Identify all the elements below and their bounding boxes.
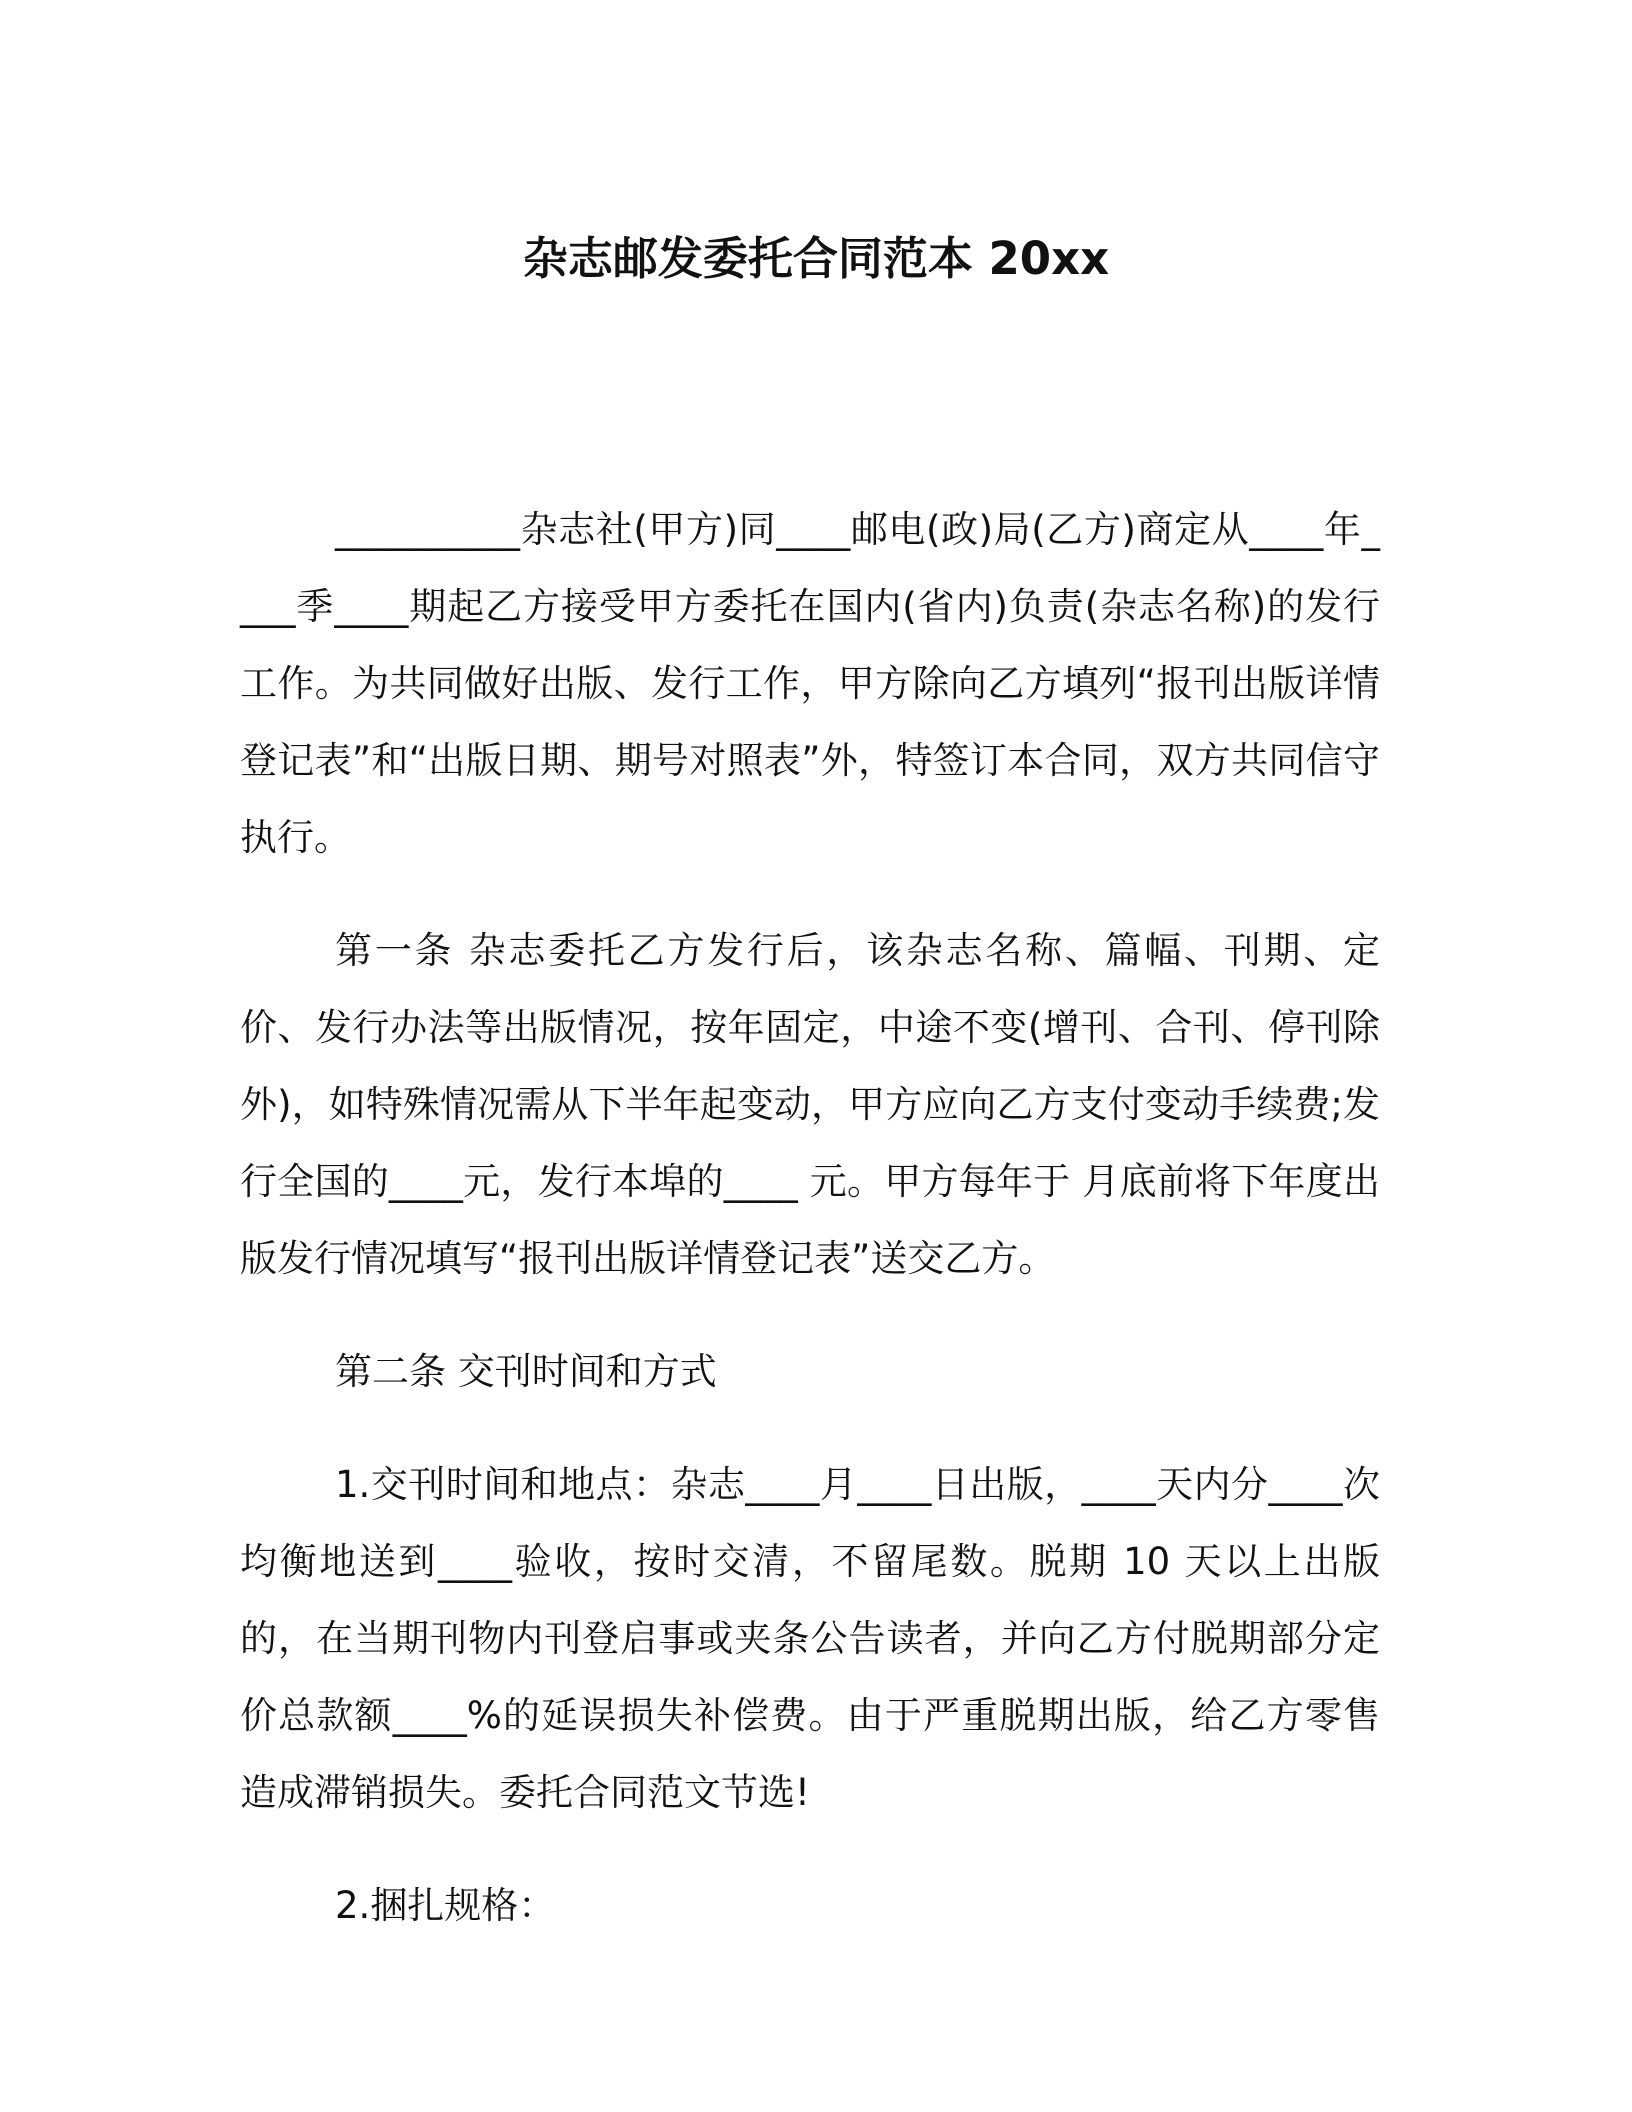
document-title: 杂志邮发委托合同范本 20xx	[522, 232, 1110, 285]
document-body	[240, 491, 1380, 1944]
paragraph-bundling-spec: 2.捆扎规格：	[335, 1884, 556, 1927]
paragraph-preamble: __________杂志社(甲方)同____邮电(政)局(乙方)商定从____年____季____期起乙方接受甲方委托在国内(省内)负责(杂志名称)的发行工作。为共同做好出版、发行工作，甲方除向乙方填列“报刊出版详情登记表”和“出版日期、期号对照表”外，特签订本合同，双方共同信守执行。	[240, 508, 1380, 859]
paragraph-article-2-heading: 第二条 交刊时间和方式	[335, 1350, 717, 1393]
paragraph-delivery-time: 1.交刊时间和地点：杂志____月____日出版，____天内分____次均衡地送到____验收，按时交清，不留尾数。脱期 10 天以上出版的，在当期刊物内刊登启事或夹条公告读者，并向乙方付脱期部分定价总款额____%的延误损失补偿费。由于严重脱期出版，给乙方零售造成滞销损失。委托合同范文节选!	[240, 1463, 1380, 1814]
paragraph-article-1: 第一条 杂志委托乙方发行后，该杂志名称、篇幅、刊期、定价、发行办法等出版情况，按年固定，中途不变(增刊、合刊、停刊除外)，如特殊情况需从下半年起变动，甲方应向乙方支付变动手续费;发行全国的____元，发行本埠的____ 元。甲方每年于 月底前将下年度出版发行情况填写“报刊出版详情登记表”送交乙方。	[240, 929, 1380, 1280]
